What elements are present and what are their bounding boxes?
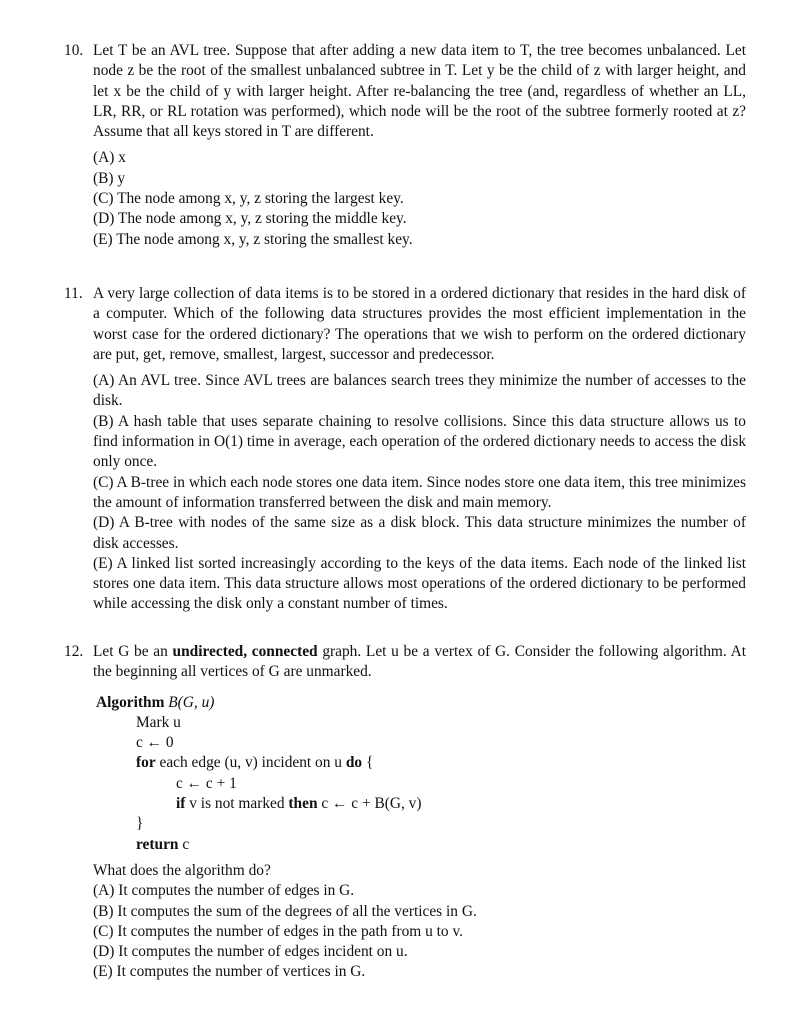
option-d: (D) A B-tree with nodes of the same size as a disk block. This data structure minimizes the number of disk accesses.: [93, 514, 746, 552]
question-number: 12.: [64, 643, 84, 660]
stem-text: graph. Let u be a vertex of G. Consider the following algorithm. At the beginning all vertices of G are unmarked.: [93, 643, 746, 681]
algorithm-line: [96, 835, 746, 855]
option-b: (B) y: [93, 169, 126, 187]
option-c: (C) The node among x, y, z storing the largest key.: [93, 190, 404, 208]
option-d: (D) It computes the number of edges incident on u.: [93, 943, 408, 961]
option-c: (C) A B-tree in which each node stores one data item. Since nodes store one data item, this tree minimizes the amount of information transferred between the disk and main memory.: [93, 473, 746, 511]
option-b: (B) A hash table that uses separate chaining to resolve collisions. Since this data structure allows us to find information in O(1) time in average, each operation of the ordered dictionary needs to access the disk only once.: [93, 412, 747, 471]
question-stem: A very large collection of data items is to be stored in a ordered dictionary that resides in the hard disk of a computer. Which of the following data structures provides the most efficient implementation in the worst case for the ordered dictionary? The operations that we wish to perform on the ordered dictionary are put, get, remove, smallest, largest, successor and predecessor.: [93, 285, 746, 363]
code: v is not marked: [185, 795, 289, 813]
stem-emphasis: undirected, connected: [172, 643, 318, 660]
algorithm-header: [96, 693, 746, 713]
option-e: (E) A linked list sorted increasingly according to the keys of the data items. Each node of the linked list stores one data item. This data structure allows most operations of the ordered dictionary to be performed while accessing the disk only a constant number of times.: [93, 554, 746, 613]
code: c ← c + B(G, v): [317, 795, 422, 813]
stem-text: Let G be an: [93, 643, 173, 660]
signature: B(G, u): [168, 693, 215, 711]
algorithm-line: c ← 0: [136, 734, 174, 752]
question-10: [64, 41, 746, 250]
question-12: [64, 642, 746, 983]
option-e: (E) The node among x, y, z storing the smallest key.: [93, 230, 413, 248]
question-stem: [93, 642, 746, 683]
question-prompt: What does the algorithm do?: [93, 861, 271, 879]
keyword: Algorithm: [96, 693, 165, 711]
option-e: (E) It computes the number of vertices in G.: [93, 963, 366, 981]
algorithm-block: [96, 693, 746, 855]
code: c: [178, 835, 190, 853]
keyword: if: [176, 795, 186, 813]
algorithm-line: c ← c + 1: [176, 774, 237, 792]
question-stem: Let T be an AVL tree. Suppose that after adding a new data item to T, the tree becomes unbalanced. Let node z be the root of the smallest unbalanced subtree in T. Let y be the child of z with larger height, and let x be the child of y with larger height. After re-balancing the tree (and, regardless of whether an LL, LR, RR, or RL rotation was performed), which node will be the root of the subtree formerly rooted at z? Assume that all keys stored in T are different.: [93, 42, 746, 141]
option-a: (A) An AVL tree. Since AVL trees are balances search trees they minimize the number of accesses to the disk.: [93, 372, 746, 410]
code: {: [362, 754, 374, 772]
option-c: (C) It computes the number of edges in the path from u to v.: [93, 922, 463, 940]
algorithm-line: [96, 794, 746, 814]
option-a: (A) x: [93, 149, 126, 167]
option-d: (D) The node among x, y, z storing the middle key.: [93, 210, 407, 228]
algorithm-line: Mark u: [136, 713, 181, 731]
keyword: then: [288, 795, 318, 813]
code: each edge (u, v) incident on u: [155, 754, 346, 772]
keyword: do: [345, 754, 363, 772]
question-11: [64, 284, 746, 615]
question-number: 10.: [64, 42, 84, 59]
options-list: [93, 371, 746, 615]
algorithm-line: }: [136, 815, 144, 833]
options-list: [93, 881, 746, 982]
options-list: [93, 148, 746, 249]
question-number: 11.: [64, 285, 83, 302]
option-b: (B) It computes the sum of the degrees of all the vertices in G.: [93, 902, 477, 920]
algorithm-line: [96, 753, 746, 773]
option-a: (A) It computes the number of edges in G.: [93, 882, 355, 900]
keyword: return: [136, 835, 179, 853]
keyword: for: [136, 754, 156, 772]
